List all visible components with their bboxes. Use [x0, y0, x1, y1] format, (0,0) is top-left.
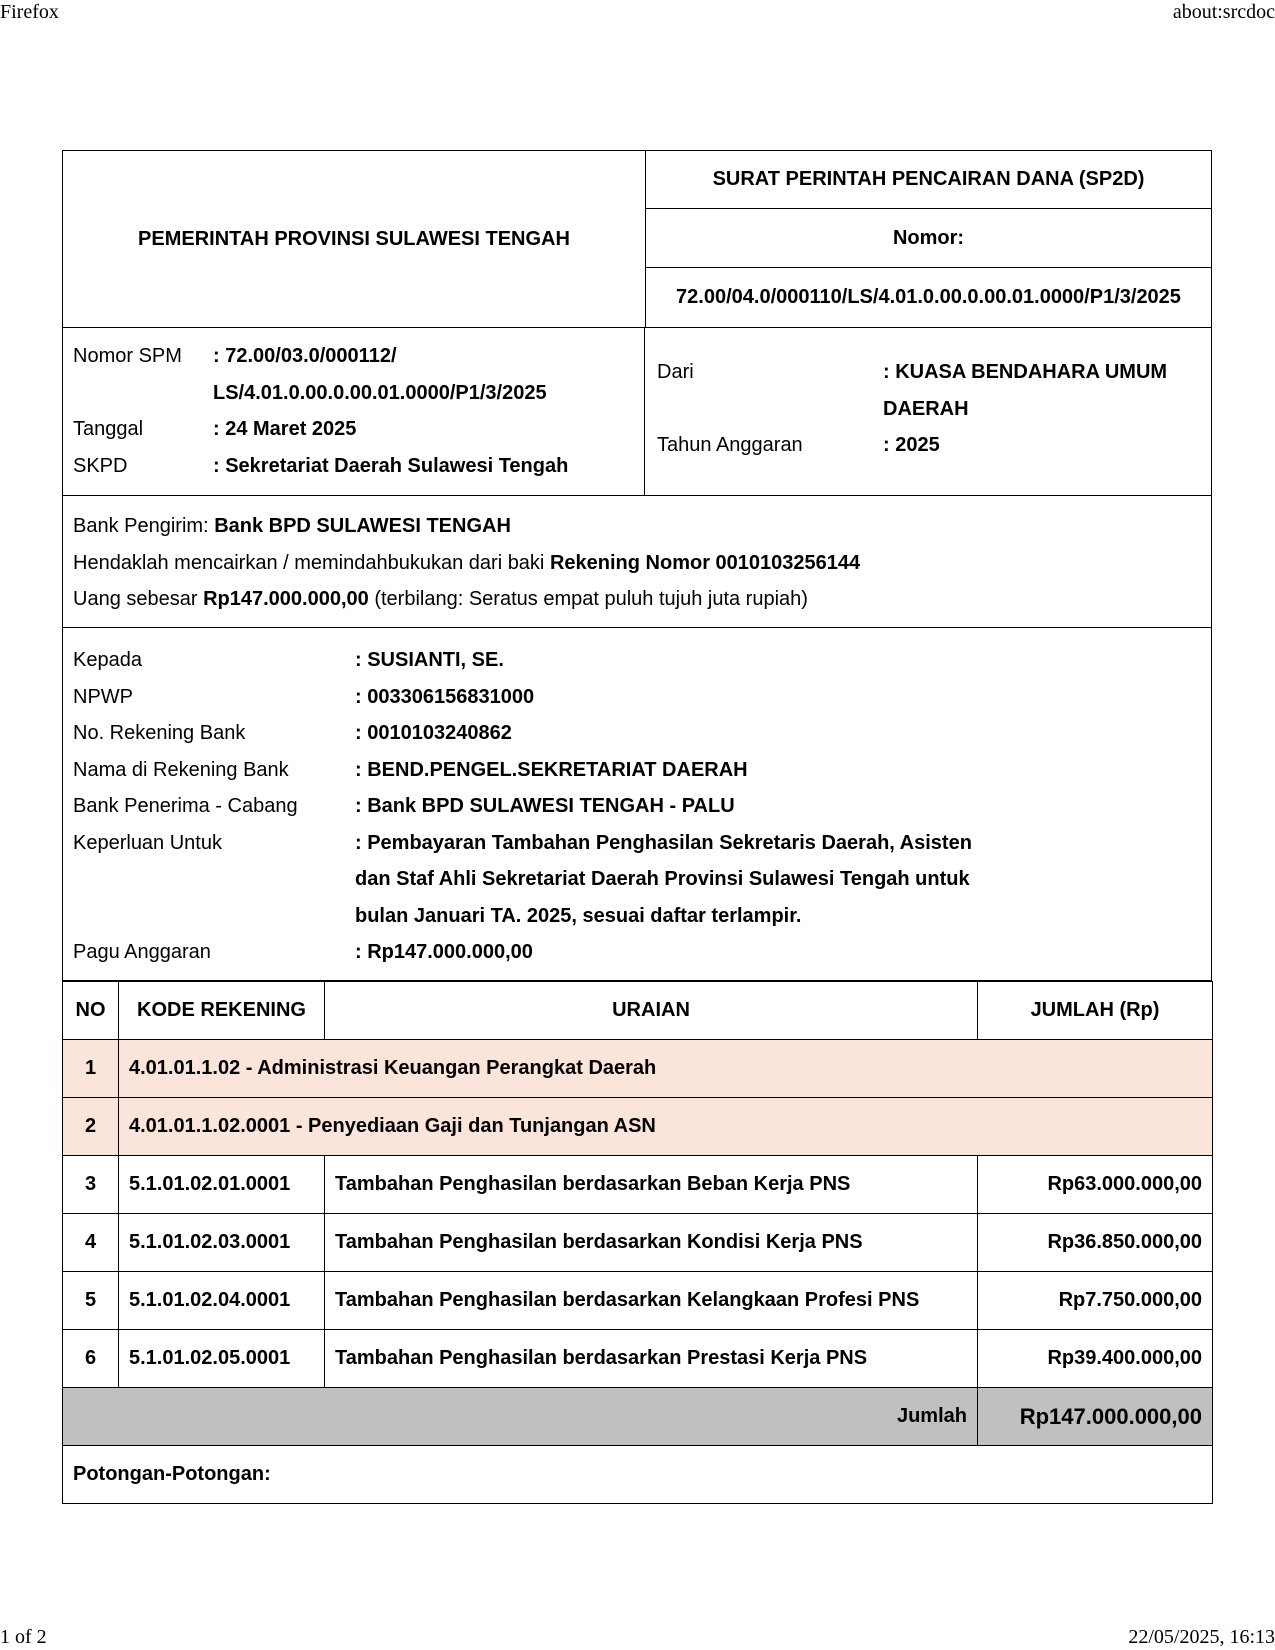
row-no: 2	[63, 1098, 119, 1156]
print-timestamp: 22/05/2025, 16:13	[1128, 1626, 1275, 1648]
group-text: 4.01.01.1.02.0001 - Penyediaan Gaji dan Tunjangan ASN	[119, 1098, 1213, 1156]
row-jumlah: Rp36.850.000,00	[978, 1214, 1213, 1272]
table-header-row	[63, 982, 1213, 1040]
document-title: SURAT PERINTAH PENCAIRAN DANA (SP2D)	[646, 151, 1211, 209]
bank-section	[62, 496, 1212, 628]
total-label: Jumlah	[63, 1388, 978, 1446]
nomor-label: Nomor:	[646, 209, 1211, 267]
kepada-value: : SUSIANTI, SE.	[355, 649, 504, 671]
document-header	[62, 150, 1212, 328]
header-no: NO	[63, 982, 119, 1040]
rekening-nomor: Rekening Nomor 0010103256144	[549, 551, 861, 574]
skpd-label: SKPD	[73, 454, 128, 477]
browser-header-left: Firefox	[0, 1, 59, 23]
row-kode: 5.1.01.02.01.0001	[119, 1156, 325, 1214]
row-uraian: Tambahan Penghasilan berdasarkan Kondisi Kerja PNS	[325, 1214, 978, 1272]
row-no: 4	[63, 1214, 119, 1272]
group-row	[63, 1098, 1213, 1156]
header-uraian: URAIAN	[325, 982, 978, 1040]
nama-rekening-value: : BEND.PENGEL.SEKRETARIAT DAERAH	[355, 758, 748, 781]
tanggal-label: Tanggal	[73, 418, 144, 440]
bank-penerima-label: Bank Penerima - Cabang	[73, 795, 298, 817]
npwp-value: : 003306156831000	[355, 685, 535, 708]
recipient-section	[62, 628, 1212, 981]
row-uraian: Tambahan Penghasilan berdasarkan Prestasi Kerja PNS	[325, 1330, 978, 1388]
row-no: 5	[63, 1272, 119, 1330]
dari-value: : KUASA BENDAHARA UMUM	[883, 361, 1168, 383]
organization-name: PEMERINTAH PROVINSI SULAWESI TENGAH	[63, 151, 646, 327]
row-no: 3	[63, 1156, 119, 1214]
bank-pengirim-label: Bank Pengirim:	[73, 515, 209, 537]
total-value: Rp147.000.000,00	[978, 1388, 1213, 1446]
row-kode: 5.1.01.02.05.0001	[119, 1330, 325, 1388]
npwp-label: NPWP	[73, 685, 133, 708]
tahun-anggaran-value: : 2025	[883, 434, 940, 456]
group-text: 4.01.01.1.02 - Administrasi Keuangan Perangkat Daerah	[119, 1040, 1213, 1098]
bank-pengirim-value: Bank BPD SULAWESI TENGAH	[214, 515, 511, 537]
row-kode: 5.1.01.02.04.0001	[119, 1272, 325, 1330]
sp2d-document	[62, 150, 1212, 1504]
header-jumlah: JUMLAH (Rp)	[978, 982, 1213, 1040]
row-uraian: Tambahan Penghasilan berdasarkan Kelangkaan Profesi PNS	[325, 1272, 978, 1330]
row-kode: 5.1.01.02.03.0001	[119, 1214, 325, 1272]
table-row	[63, 1330, 1213, 1388]
instruction-text: Hendaklah mencairkan / memindahbukukan dari baki	[73, 551, 545, 574]
pagu-anggaran-label: Pagu Anggaran	[73, 941, 211, 963]
keperluan-value-cont-1: dan Staf Ahli Sekretariat Daerah Provinsi Sulawesi Tengah untuk	[355, 868, 970, 890]
amount-terbilang: (terbilang: Seratus empat puluh tujuh juta rupiah)	[374, 588, 808, 610]
kepada-label: Kepada	[73, 649, 142, 671]
keperluan-value: : Pembayaran Tambahan Penghasilan Sekretaris Daerah, Asisten	[355, 831, 972, 854]
table-row	[63, 1214, 1213, 1272]
skpd-value: : Sekretariat Daerah Sulawesi Tengah	[213, 454, 569, 477]
table-row	[63, 1272, 1213, 1330]
nomor-spm-value: : 72.00/03.0/000112/	[213, 345, 397, 367]
header-kode-rekening: KODE REKENING	[119, 982, 325, 1040]
row-jumlah: Rp39.400.000,00	[978, 1330, 1213, 1388]
pagu-anggaran-value: : Rp147.000.000,00	[355, 941, 533, 963]
row-no: 1	[63, 1040, 119, 1098]
row-uraian: Tambahan Penghasilan berdasarkan Beban Kerja PNS	[325, 1156, 978, 1214]
amount-prefix: Uang sebesar	[73, 588, 198, 610]
row-jumlah: Rp7.750.000,00	[978, 1272, 1213, 1330]
rekening-label: No. Rekening Bank	[73, 722, 246, 744]
tahun-anggaran-label: Tahun Anggaran	[657, 434, 803, 456]
nomor-value: 72.00/04.0/000110/LS/4.01.0.00.0.00.01.0000/P1/3/2025	[676, 285, 1181, 308]
rekening-table	[62, 981, 1213, 1504]
table-row	[63, 1156, 1213, 1214]
source-info	[645, 328, 1211, 495]
nomor-spm-value-cont: LS/4.01.0.00.0.00.01.0000/P1/3/2025	[213, 381, 547, 404]
page-number: 1 of 2	[0, 1626, 47, 1648]
tanggal-value: : 24 Maret 2025	[213, 418, 357, 440]
keperluan-value-cont-2: bulan Januari TA. 2025, sesuai daftar terlampir.	[355, 904, 802, 927]
group-row	[63, 1040, 1213, 1098]
row-jumlah: Rp63.000.000,00	[978, 1156, 1213, 1214]
keperluan-label: Keperluan Untuk	[73, 831, 222, 854]
nama-rekening-label: Nama di Rekening Bank	[73, 758, 289, 781]
browser-header-right: about:srcdoc	[1172, 1, 1275, 23]
potongan-label: Potongan-Potongan:	[63, 1446, 1213, 1504]
spm-info	[63, 328, 645, 495]
total-row	[63, 1388, 1213, 1446]
rekening-value: : 0010103240862	[355, 722, 512, 744]
row-no: 6	[63, 1330, 119, 1388]
info-section	[62, 328, 1212, 496]
dari-label: Dari	[657, 361, 694, 383]
potongan-row	[63, 1446, 1213, 1504]
document-title-block	[646, 151, 1211, 327]
amount-value: Rp147.000.000,00	[203, 588, 369, 610]
nomor-spm-label: Nomor SPM	[73, 345, 182, 367]
bank-penerima-value: : Bank BPD SULAWESI TENGAH - PALU	[355, 795, 735, 817]
dari-value-cont: DAERAH	[883, 397, 969, 420]
